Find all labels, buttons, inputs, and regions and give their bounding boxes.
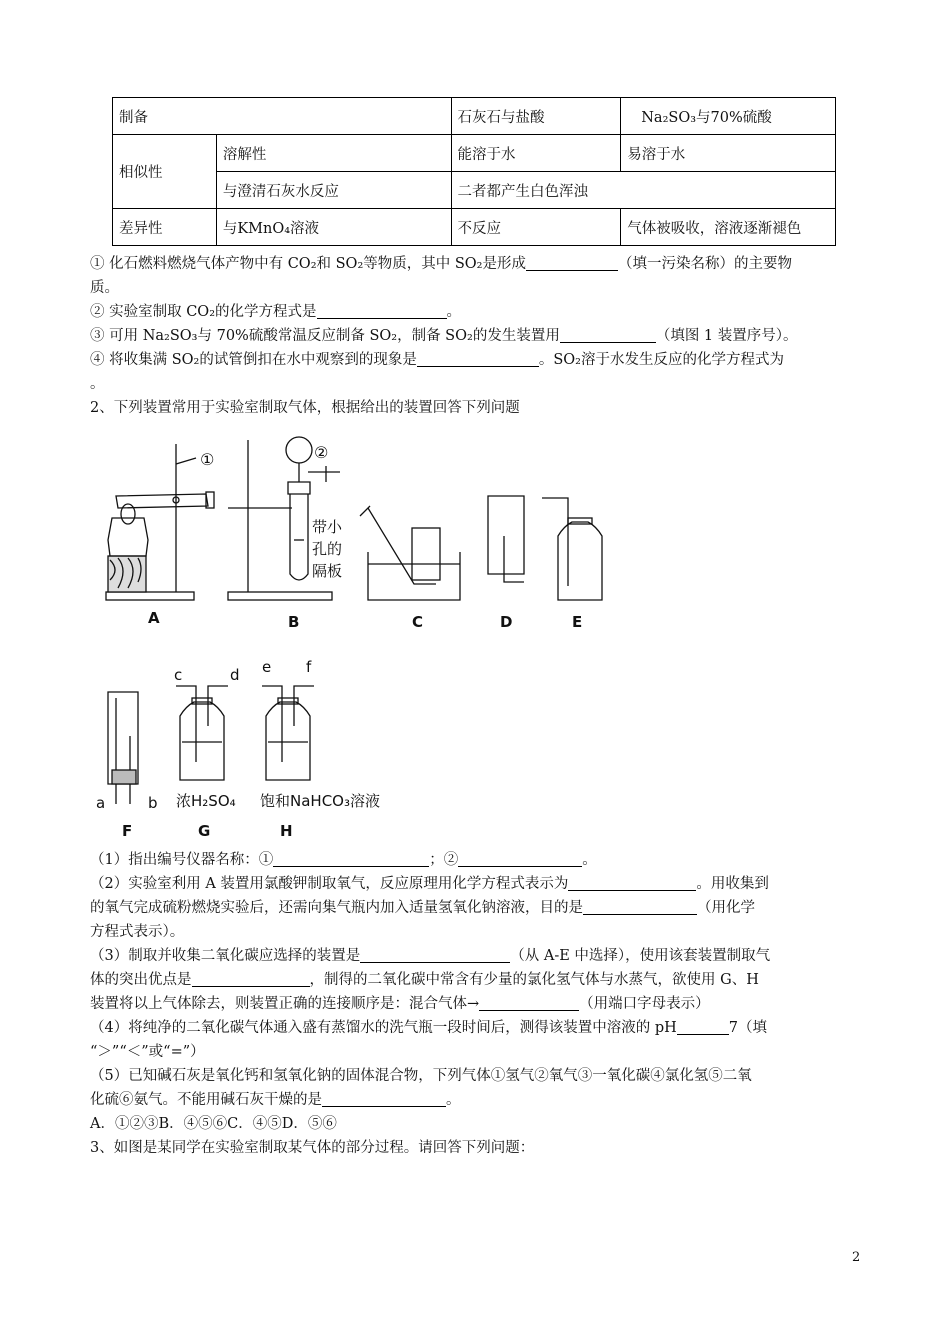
question-title: 2、下列装置常用于实验室制取气体，根据给出的装置回答下列问题 [90,400,520,416]
text: 7（填 [728,1020,767,1036]
options-line: A．①②③B．④⑤⑥C．④⑤D．⑤⑥ [90,1116,337,1132]
apparatus-figure [96,436,616,848]
text: （填一污染名称）的主要物 [618,256,792,272]
label-c: C [412,613,424,631]
g-caption: 浓H₂SO₄ [176,792,236,810]
answer-blank[interactable] [583,898,697,915]
port-d: d [230,666,240,684]
text: ；② [429,852,459,868]
label-b: B [288,613,300,631]
answer-blank[interactable] [526,254,618,271]
text: 。 [582,852,597,868]
label-d: D [500,613,513,631]
table-cell: 二者都产生白色浑浊 [451,172,835,209]
b-note-line: 孔的 [312,540,343,558]
question-title: 3、如图是某同学在实验室制取某气体的部分过程。请回答下列问题： [90,1140,535,1156]
answer-blank[interactable] [192,970,310,987]
port-a: a [96,794,106,812]
port-e: e [262,658,272,676]
text: （5）已知碱石灰是氧化钙和氢氧化钠的固体混合物，下列气体①氢气②氧气③一氧化碳④氯化氢⑤二氧 [90,1068,752,1084]
comparison-table [112,97,836,246]
table-cell: 溶解性 [216,135,451,172]
table-row [113,98,836,135]
text-line [90,992,860,1016]
port-b: b [148,794,158,812]
table-row [113,172,836,209]
text: ④ 将收集满 SO₂的试管倒扣在水中观察到的现象是 [90,352,417,368]
marker-2-label: ② [314,443,329,462]
text: 质。 [90,280,119,296]
table-cell: Na₂SO₃与70%硫酸 [621,98,836,135]
text: “＞”“＜”或“=”） [90,1044,205,1060]
table-cell: 相似性 [113,135,217,209]
table-row [113,209,836,246]
text: ② 实验室制取 CO₂的化学方程式是 [90,304,317,320]
text: （3）制取并收集二氧化碳应选择的装置是 [90,948,361,964]
text: （2）实验室利用 A 装置用氯酸钾制取氧气，反应原理用化学方程式表示为 [90,876,569,892]
text-line [90,252,860,276]
text: （从 A-E 中选择），使用该套装置制取气 [510,948,771,964]
question-2-block [90,848,860,1160]
answer-blank[interactable] [273,850,429,867]
page-number: 2 [852,1250,861,1265]
label-f: F [122,822,133,840]
question-1-block [90,252,860,420]
table-cell: 与KMnO₄溶液 [216,209,451,246]
table-cell: 石灰石与盐酸 [451,98,621,135]
text-line [90,348,860,372]
text: 。 [446,304,462,320]
table-cell: 能溶于水 [451,135,621,172]
text: 体的突出优点是 [90,972,192,988]
text: 。 [446,1092,461,1108]
text-line [90,324,860,348]
text-line [90,872,860,896]
answer-blank[interactable] [677,1018,729,1035]
text: ，制得的二氧化碳中常含有少量的氯化氢气体与水蒸气，欲使用 G、H [309,972,759,988]
apparatus-a [106,444,214,600]
answer-blank[interactable] [479,994,579,1011]
text: （1）指出编号仪器名称：① [90,852,274,868]
table-cell: 易溶于水 [621,135,836,172]
text: （用化学 [697,900,755,916]
text-line [90,1088,860,1112]
apparatus-h [262,686,314,780]
apparatus-d [488,496,524,582]
label-a: A [148,609,160,627]
answer-blank[interactable] [317,302,447,319]
table-cell: 不反应 [451,209,621,246]
text-line [90,1040,860,1064]
text: （4）将纯净的二氧化碳气体通入盛有蒸馏水的洗气瓶一段时间后，测得该装置中溶液的 pH [90,1020,677,1036]
text-line [90,848,860,872]
table-row [113,135,836,172]
answer-blank[interactable] [360,946,510,963]
answer-blank[interactable] [322,1090,446,1107]
text: 。SO₂溶于水发生反应的化学方程式为 [538,352,784,368]
apparatus-g [176,686,228,780]
text: 的氧气完成硫粉燃烧实验后，还需向集气瓶内加入适量氢氧化钠溶液，目的是 [90,900,583,916]
port-f: f [306,658,312,676]
label-e: E [572,613,583,631]
answer-blank[interactable] [568,874,696,891]
text: 方程式表示）。 [90,924,185,940]
text-line [90,1016,860,1040]
port-c: c [174,666,183,684]
label-g: G [198,822,211,840]
apparatus-e [542,498,602,600]
table-cell: 与澄清石灰水反应 [216,172,451,209]
text: ③ 可用 Na₂SO₃与 70%硫酸常温反应制备 SO₂，制备 SO₂的发生装置用 [90,328,560,344]
text: 装置将以上气体除去，则装置正确的连接顺序是：混合气体→ [90,996,480,1012]
text-line [90,372,860,396]
text: 。用收集到 [696,876,769,892]
apparatus-c [360,506,460,600]
text-line [90,896,860,920]
text-line [90,300,860,324]
text-line [90,944,860,968]
table-cell: 气体被吸收，溶液逐渐褪色 [621,209,836,246]
h-caption: 饱和NaHCO₃溶液 [260,792,380,810]
text-line [90,968,860,992]
text-line [90,276,860,300]
b-note-line: 带小 [312,518,343,536]
b-note-line: 隔板 [312,562,343,580]
text: （填图 1 装置序号）。 [655,328,798,344]
text: 。 [90,376,105,392]
answer-blank[interactable] [417,350,539,367]
label-h: H [280,822,293,840]
text: 化硫⑥氨气。不能用碱石灰干燥的是 [90,1092,322,1108]
answer-blank[interactable] [458,850,582,867]
table-cell: 制备 [113,98,452,135]
apparatus-f [108,692,138,804]
table-cell: 差异性 [113,209,217,246]
text-line [90,920,860,944]
text: （用端口字母表示） [579,996,710,1012]
answer-blank[interactable] [560,326,656,343]
text: ① 化石燃料燃烧气体产物中有 CO₂和 SO₂等物质，其中 SO₂是形成 [90,256,526,272]
text-line [90,1064,860,1088]
marker-1-label: ① [200,450,215,469]
